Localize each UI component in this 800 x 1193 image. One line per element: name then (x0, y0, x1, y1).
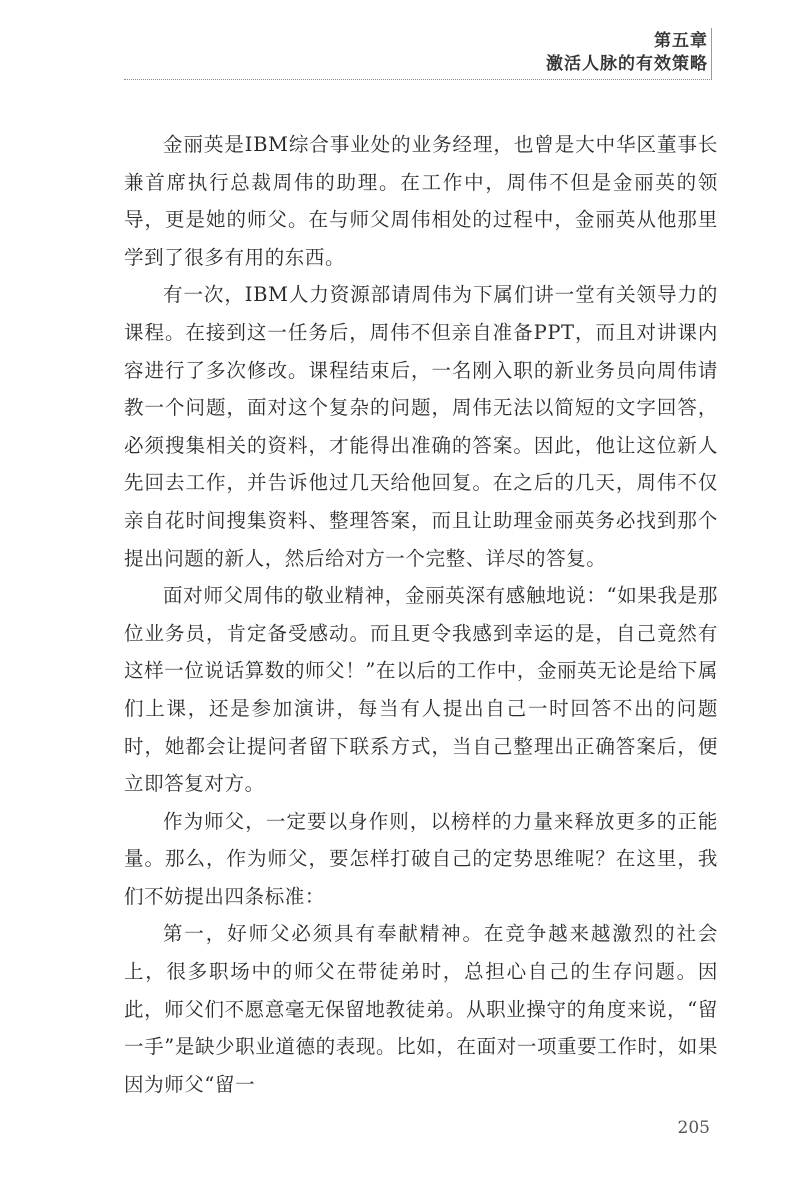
running-header (546, 30, 708, 76)
header-vertical-rule (711, 28, 712, 80)
header-divider (124, 79, 712, 80)
paragraph-1: 金丽英是IBM综合事业处的业务经理，也曾是大中华区董事长兼首席执行总裁周伟的助理。在工作中，周伟不但是金丽英的领导，更是她的师父。在与师父周伟相处的过程中，金丽英从他那里学到了很多有用的东西。 (124, 133, 718, 269)
chapter-title: 激活人脉的有效策略 (546, 54, 708, 74)
paragraph-4: 作为师父，一定要以身作则，以榜样的力量来释放更多的正能量。那么，作为师父，要怎样打破自己的定势思维呢？在这里，我们不妨提出四条标准： (124, 809, 718, 908)
paragraph-3: 面对师父周伟的敬业精神，金丽英深有感触地说：“如果我是那位业务员，肯定备受感动。而且更令我感到幸运的是，自己竟然有这样一位说话算数的师父！”在以后的工作中，金丽英无论是给下属们上课，还是参加演讲，每当有人提出自己一时回答不出的问题时，她都会让提问者留下联系方式，当自己整理出正确答案后，便立即答复对方。 (124, 584, 718, 796)
paragraph-2: 有一次，IBM人力资源部请周伟为下属们讲一堂有关领导力的课程。在接到这一任务后，周伟不但亲自准备PPT，而且对讲课内容进行了多次修改。课程结束后，一名刚入职的新业务员向周伟请教一个问题，面对这个复杂的问题，周伟无法以简短的文字回答，必须搜集相关的资料，才能得出准确的答案。因此，他让这位新人先回去工作，并告诉他过几天给他回复。在之后的几天，周伟不仅亲自花时间搜集资料、整理答案，而且让助理金丽英务必找到那个提出问题的新人，然后给对方一个完整、详尽的答复。 (124, 283, 718, 570)
page-number: 205 (677, 1118, 710, 1138)
paragraph-5: 第一，好师父必须具有奉献精神。在竞争越来越激烈的社会上，很多职场中的师父在带徒弟时，总担心自己的生存问题。因此，师父们不愿意毫无保留地教徒弟。从职业操守的角度来说，“留一手”是缺少职业道德的表现。比如，在面对一项重要工作时，如果因为师父“留一 (124, 922, 718, 1096)
chapter-label: 第五章 (654, 31, 708, 51)
body-text (124, 126, 718, 1103)
